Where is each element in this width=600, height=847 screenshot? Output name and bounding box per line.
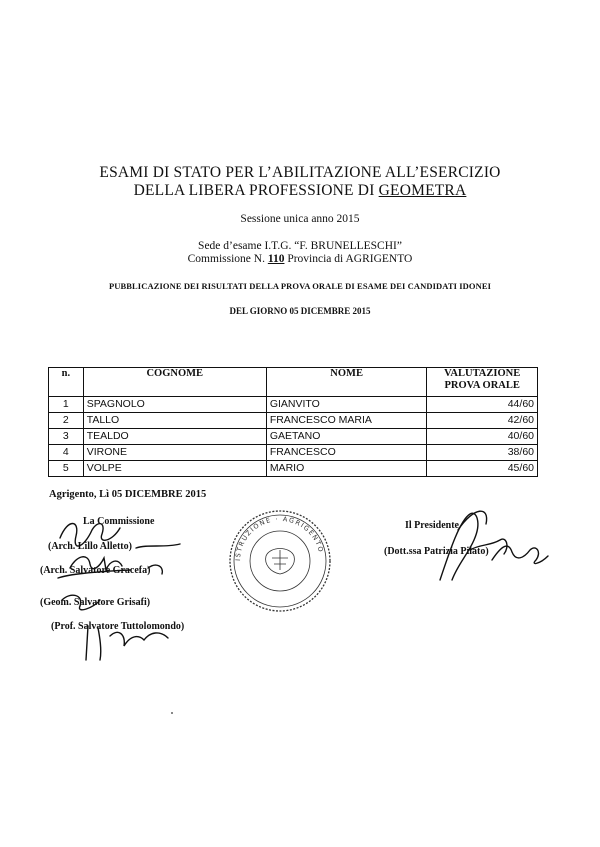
row-nome: GIANVITO bbox=[266, 397, 427, 413]
publication-date: DEL GIORNO 05 DICEMBRE 2015 bbox=[229, 306, 371, 316]
president-signature bbox=[430, 500, 555, 590]
table-row bbox=[49, 413, 538, 429]
row-nome: GAETANO bbox=[266, 429, 427, 445]
row-voto: 38/60 bbox=[427, 445, 538, 461]
row-n: 5 bbox=[49, 461, 84, 477]
seal-text: ISTRUZIONE · AGRIGENTO bbox=[233, 514, 326, 562]
title-line2-prefix: DELLA LIBERA PROFESSIONE DI bbox=[133, 182, 379, 199]
president-name: (Dott.ssa Patrizia Pilato) bbox=[384, 546, 489, 557]
exam-location: Sede d’esame I.T.G. “F. BRUNELLESCHI” bbox=[198, 240, 402, 252]
row-n: 1 bbox=[49, 397, 84, 413]
row-voto: 42/60 bbox=[427, 413, 538, 429]
commission-prefix: Commissione N. bbox=[187, 253, 268, 265]
document-title-line1: ESAMI DI STATO PER L’ABILITAZIONE ALL’ESERCIZIO bbox=[99, 164, 501, 181]
row-n: 4 bbox=[49, 445, 84, 461]
table-row bbox=[49, 461, 538, 477]
row-n: 3 bbox=[49, 429, 84, 445]
header-valutazione-line1: VALUTAZIONE bbox=[444, 368, 521, 379]
commission-member-1: (Arch. Lillo Alletto) bbox=[48, 541, 132, 552]
commission-signatures bbox=[40, 508, 210, 668]
commission-label: La Commissione bbox=[83, 516, 155, 527]
commission-number: 110 bbox=[267, 253, 285, 265]
header-valutazione bbox=[427, 368, 538, 397]
row-cognome: SPAGNOLO bbox=[83, 397, 266, 413]
president-label: Il Presidente bbox=[405, 520, 459, 531]
commission-member-2: (Arch. Salvatore Gracefa) bbox=[40, 565, 151, 576]
document-title-line2 bbox=[0, 182, 600, 200]
session-line: Sessione unica anno 2015 bbox=[240, 213, 360, 225]
row-cognome: TEALDO bbox=[83, 429, 266, 445]
signing-date: Agrigento, Lì 05 DICEMBRE 2015 bbox=[49, 489, 207, 500]
row-nome: FRANCESCO bbox=[266, 445, 427, 461]
row-voto: 45/60 bbox=[427, 461, 538, 477]
results-table bbox=[48, 367, 538, 477]
row-cognome: VOLPE bbox=[83, 461, 266, 477]
commission-member-4: (Prof. Salvatore Tuttolomondo) bbox=[51, 621, 185, 632]
svg-text:ISTRUZIONE · AGRIGENTO bbox=[234, 515, 325, 561]
row-voto: 44/60 bbox=[427, 397, 538, 413]
commission-line bbox=[0, 253, 600, 265]
row-n: 2 bbox=[49, 413, 84, 429]
row-cognome: VIRONE bbox=[83, 445, 266, 461]
official-seal bbox=[226, 506, 334, 616]
publication-heading: PUBBLICAZIONE DEI RISULTATI DELLA PROVA ORALE DI ESAME DEI CANDIDATI IDONEI bbox=[108, 281, 492, 291]
row-voto: 40/60 bbox=[427, 429, 538, 445]
row-nome: MARIO bbox=[266, 461, 427, 477]
commission-member-3: (Geom. Salvatore Grisafi) bbox=[40, 597, 151, 608]
scan-speck bbox=[171, 712, 173, 714]
table-header-row bbox=[49, 368, 538, 397]
table-row bbox=[49, 445, 538, 461]
table-row bbox=[49, 429, 538, 445]
commission-suffix: Provincia di AGRIGENTO bbox=[284, 253, 413, 265]
row-nome: FRANCESCO MARIA bbox=[266, 413, 427, 429]
row-cognome: TALLO bbox=[83, 413, 266, 429]
header-nome: NOME bbox=[266, 368, 427, 397]
header-n: n. bbox=[49, 368, 84, 397]
header-cognome: COGNOME bbox=[83, 368, 266, 397]
title-line2-underlined: GEOMETRA bbox=[378, 182, 467, 199]
header-valutazione-line2: PROVA ORALE bbox=[444, 380, 520, 391]
table-row bbox=[49, 397, 538, 413]
